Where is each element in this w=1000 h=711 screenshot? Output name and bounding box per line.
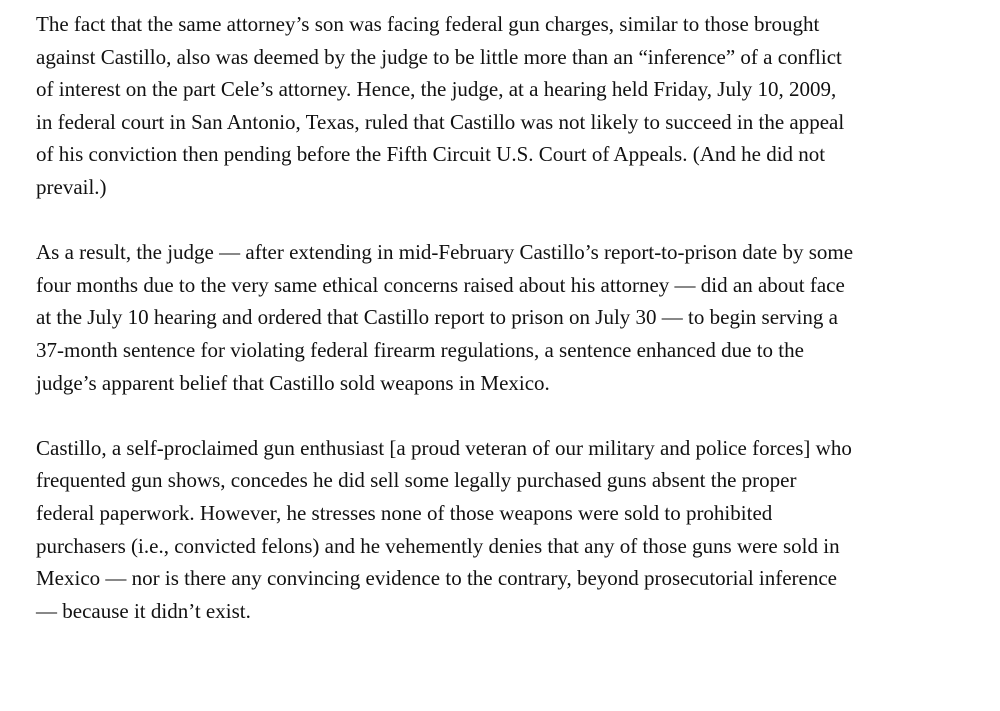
text-line: against Castillo, also was deemed by the judge to be little more than an “inference” of a conflict — [36, 44, 842, 69]
text-line: Mexico — nor is there any convincing evidence to the contrary, beyond prosecutorial inference — [36, 566, 838, 591]
text-line: judge’s apparent belief that Castillo sold weapons in Mexico. — [36, 370, 550, 395]
text-line: — because it didn’t exist. — [36, 598, 251, 623]
text-line: at the July 10 hearing and ordered that Castillo report to prison on July 30 — to begin serving a — [36, 305, 838, 330]
text-line: The fact that the same attorney’s son was facing federal gun charges, similar to those brought — [36, 12, 820, 36]
text-line: purchasers (i.e., convicted felons) and he vehemently denies that any of those guns were sold in — [36, 533, 840, 558]
text-line: 37-month sentence for violating federal firearm regulations, a sentence enhanced due to the — [36, 337, 804, 362]
text-line: of his conviction then pending before the Fifth Circuit U.S. Court of Appeals. (And he did not — [36, 142, 826, 167]
text-line: frequented gun shows, concedes he did sell some legally purchased guns absent the proper — [36, 468, 797, 493]
text-line: Castillo, a self-proclaimed gun enthusiast [a proud veteran of our military and police forces] who — [36, 435, 852, 460]
text-line: federal paperwork. However, he stresses none of those weapons were sold to prohibited — [36, 500, 773, 525]
text-line: of interest on the part Cele’s attorney. Hence, the judge, at a hearing held Friday, July 10, 2009, — [36, 77, 837, 102]
text-line: four months due to the very same ethical concerns raised about his attorney — did an about face — [36, 272, 845, 297]
document-body — [36, 8, 966, 660]
text-line: in federal court in San Antonio, Texas, ruled that Castillo was not likely to succeed in the appeal — [36, 109, 845, 134]
text-line: As a result, the judge — after extending in mid-February Castillo’s report-to-prison date by some — [36, 240, 854, 265]
paragraph-1 — [36, 8, 966, 204]
paragraph-3 — [36, 432, 966, 628]
text-line: prevail.) — [36, 174, 107, 199]
paragraph-2 — [36, 236, 966, 399]
